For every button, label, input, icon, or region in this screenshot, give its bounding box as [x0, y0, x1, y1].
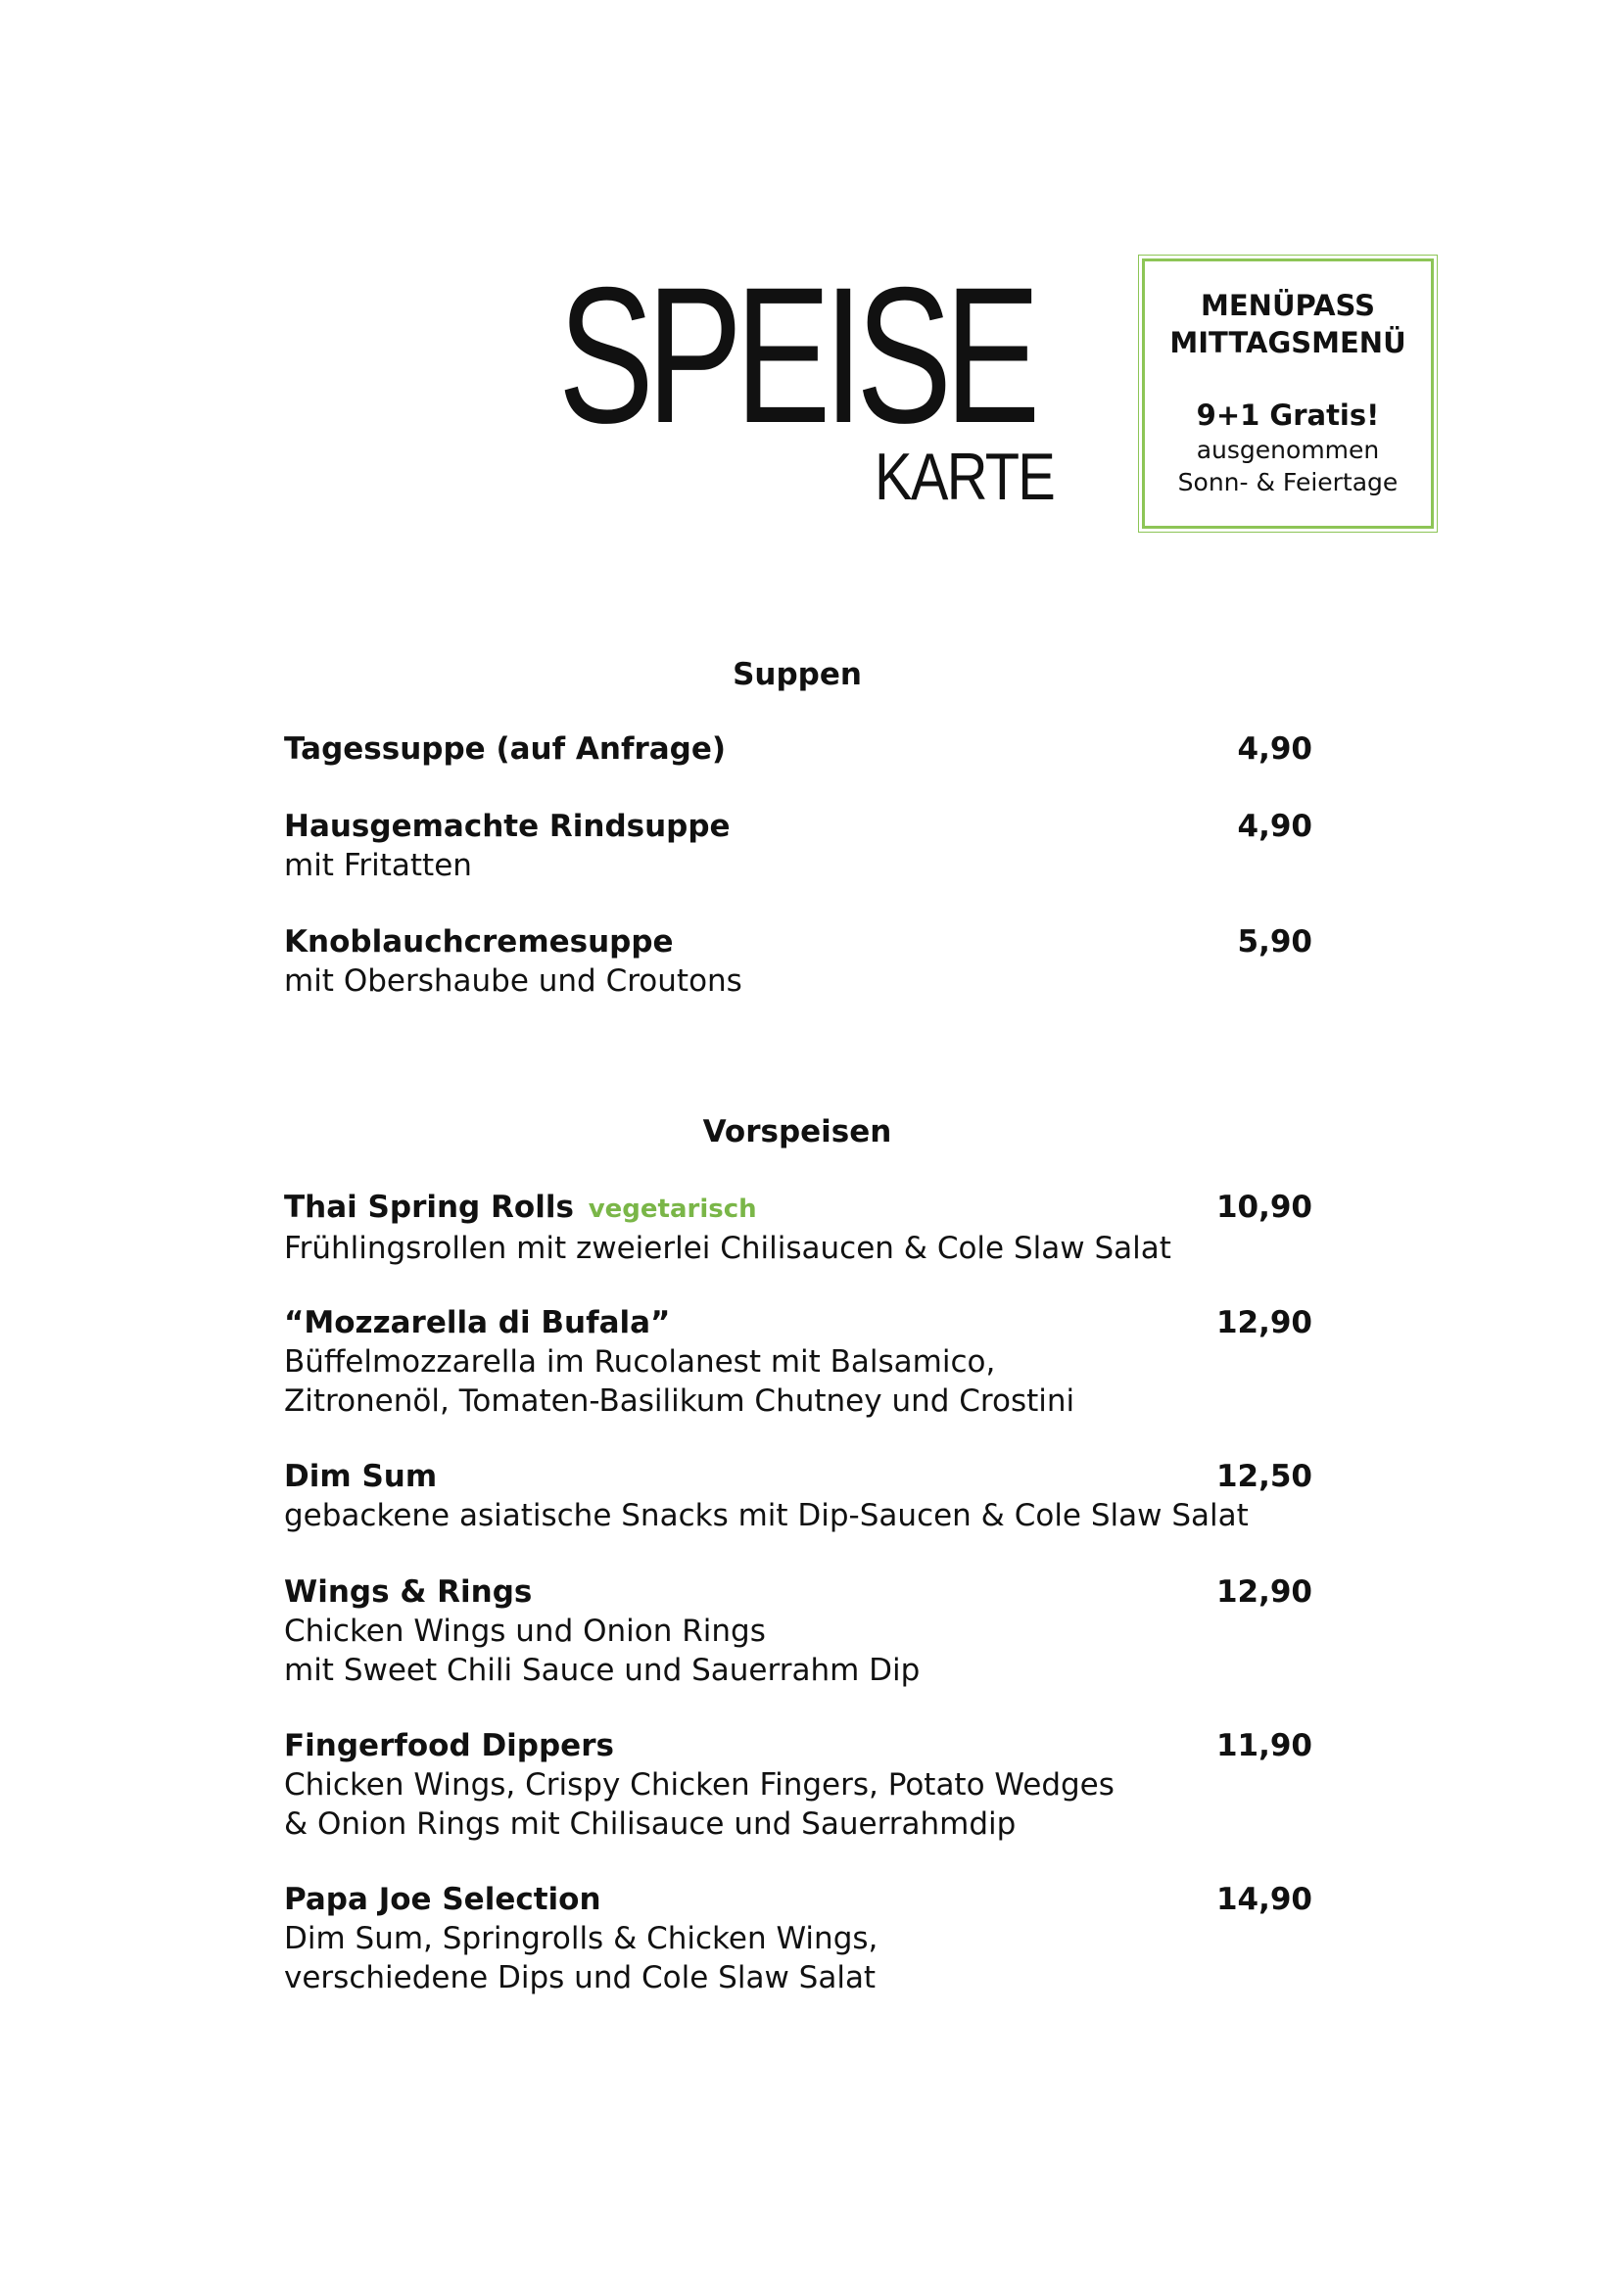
lunch-pass-promo-box	[1142, 258, 1434, 529]
item-description: & Onion Rings mit Chilisauce und Sauerrahmdip	[284, 1806, 1017, 1842]
section-title-suppen: Suppen	[733, 657, 862, 692]
item-name: Wings & Rings	[284, 1574, 533, 1610]
item-description: gebackene asiatische Snacks mit Dip-Saucen & Cole Slaw Salat	[284, 1498, 1249, 1533]
item-description: Dim Sum, Springrolls & Chicken Wings,	[284, 1921, 878, 1956]
menu-item	[284, 1572, 1312, 1690]
item-description: Chicken Wings, Crispy Chicken Fingers, Potato Wedges	[284, 1767, 1115, 1803]
item-description: Büffelmozzarella im Rucolanest mit Balsamico,	[284, 1344, 996, 1380]
menu-item	[284, 1726, 1312, 1844]
item-name: “Mozzarella di Bufala”	[284, 1305, 671, 1340]
item-price: 12,90	[1215, 1305, 1312, 1340]
item-price: 11,90	[1215, 1728, 1312, 1763]
item-name: Knoblauchcremesuppe	[284, 924, 674, 960]
item-price: 10,90	[1215, 1190, 1312, 1225]
item-price: 4,90	[1237, 809, 1312, 844]
promo-note-2: Sonn- & Feiertage	[1177, 468, 1399, 496]
item-description: mit Obershaube und Croutons	[284, 963, 742, 999]
item-description: mit Sweet Chili Sauce und Sauerrahm Dip	[284, 1653, 921, 1688]
item-name: Fingerfood Dippers	[284, 1728, 614, 1763]
vegetarian-tag: vegetarisch	[588, 1195, 757, 1224]
item-name: Dim Sum	[284, 1459, 438, 1494]
item-description: Zitronenöl, Tomaten-Basilikum Chutney und Crostini	[284, 1383, 1075, 1419]
item-description: Frühlingsrollen mit zweierlei Chilisaucen & Cole Slaw Salat	[284, 1231, 1171, 1266]
item-price: 14,90	[1215, 1882, 1312, 1917]
menu-item	[284, 1880, 1312, 1997]
item-price: 12,90	[1215, 1574, 1312, 1610]
promo-line-2: MITTAGSMENÜ	[1169, 326, 1406, 359]
menu-item	[284, 807, 1312, 885]
promo-line-1: MENÜPASS	[1201, 289, 1375, 322]
item-price: 12,50	[1215, 1459, 1312, 1494]
menu-item	[284, 1188, 1312, 1268]
menu-item	[284, 1457, 1312, 1535]
item-price: 4,90	[1237, 731, 1312, 767]
section-title-vorspeisen: Vorspeisen	[702, 1114, 892, 1149]
item-name: Tagessuppe (auf Anfrage)	[284, 731, 727, 767]
menu-item	[284, 922, 1312, 1001]
menu-item	[284, 729, 1312, 769]
promo-offer: 9+1 Gratis!	[1196, 398, 1380, 432]
item-price: 5,90	[1237, 924, 1312, 960]
item-description: verschiedene Dips und Cole Slaw Salat	[284, 1960, 877, 1995]
item-description: Chicken Wings und Onion Rings	[284, 1614, 766, 1649]
item-name: Thai Spring Rolls	[284, 1190, 574, 1225]
item-name-row	[284, 1188, 1312, 1229]
menu-item	[284, 1303, 1312, 1421]
menu-subtitle: KARTE	[875, 440, 1055, 514]
menu-title: SPEISE	[558, 247, 1033, 463]
item-name: Hausgemachte Rindsuppe	[284, 809, 731, 844]
item-name: Papa Joe Selection	[284, 1882, 601, 1917]
promo-note-1: ausgenommen	[1196, 436, 1380, 464]
item-description: mit Fritatten	[284, 848, 472, 883]
